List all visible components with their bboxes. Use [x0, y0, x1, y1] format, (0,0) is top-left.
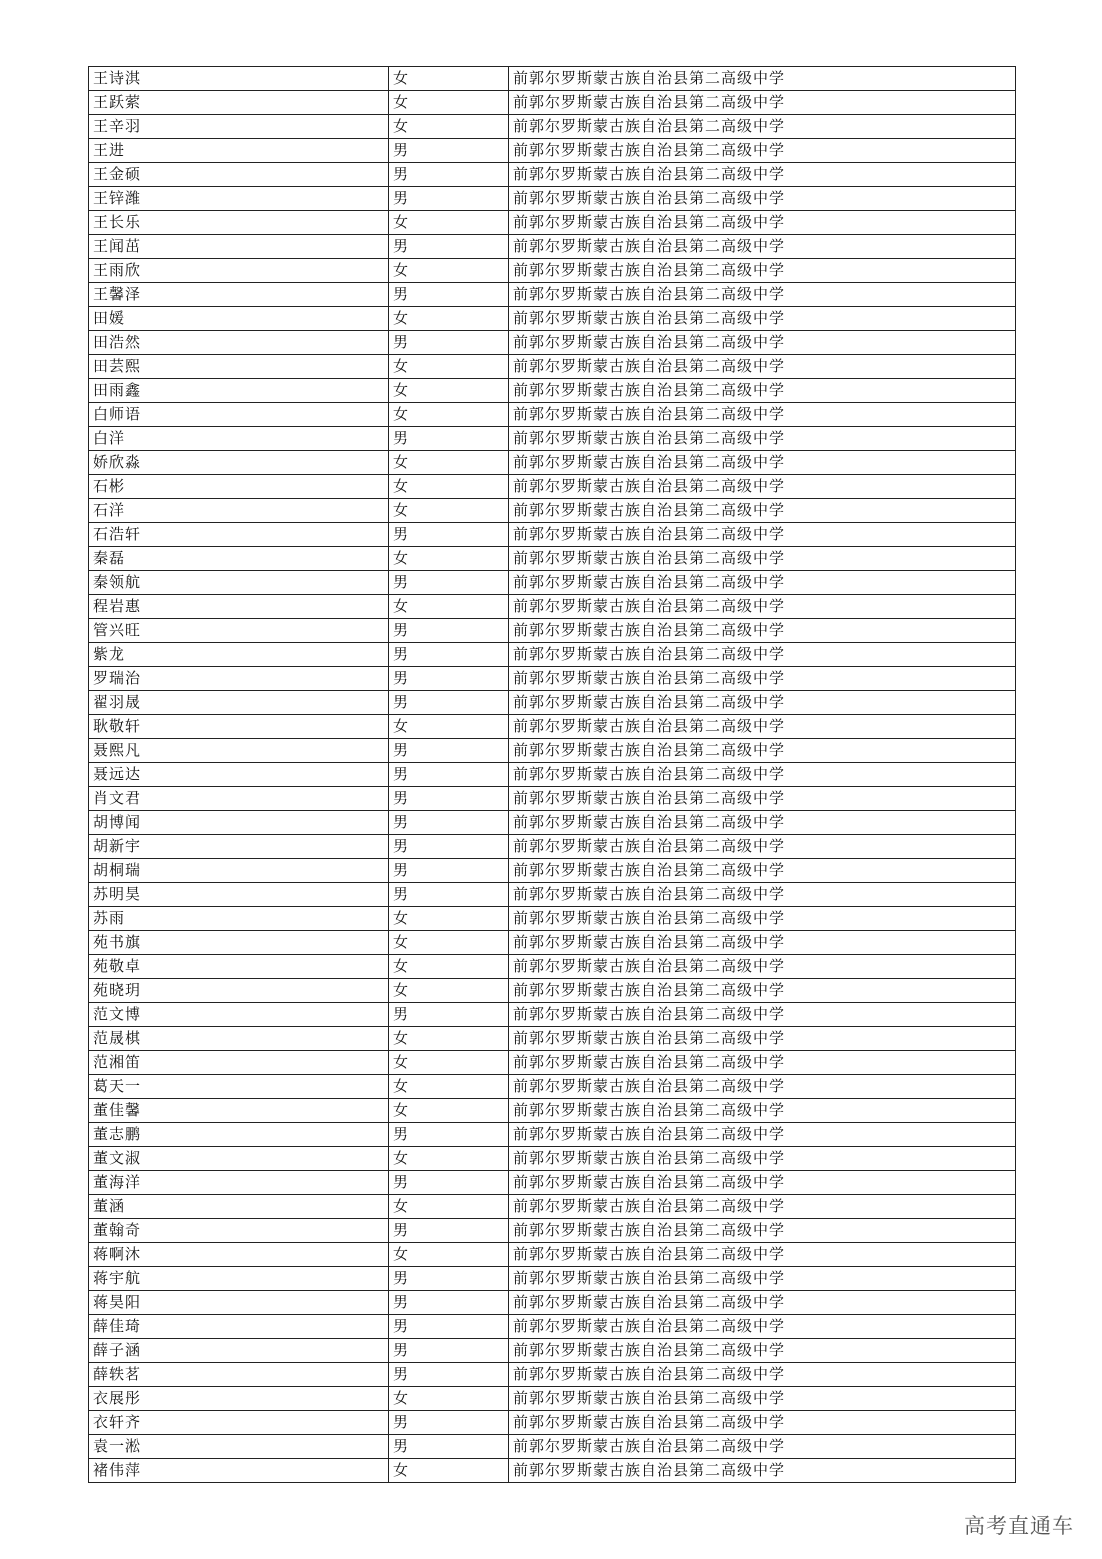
school-cell: 前郭尔罗斯蒙古族自治县第二高级中学 [509, 571, 1016, 595]
name-cell: 石浩轩 [89, 523, 389, 547]
gender-cell: 女 [389, 955, 509, 979]
gender-cell: 男 [389, 1003, 509, 1027]
table-row [89, 163, 1016, 187]
name-cell: 耿敬轩 [89, 715, 389, 739]
school-cell: 前郭尔罗斯蒙古族自治县第二高级中学 [509, 1291, 1016, 1315]
school-cell: 前郭尔罗斯蒙古族自治县第二高级中学 [509, 1339, 1016, 1363]
table-row [89, 547, 1016, 571]
gender-cell: 女 [389, 115, 509, 139]
table-row [89, 211, 1016, 235]
school-cell: 前郭尔罗斯蒙古族自治县第二高级中学 [509, 811, 1016, 835]
table-row [89, 1339, 1016, 1363]
school-cell: 前郭尔罗斯蒙古族自治县第二高级中学 [509, 1003, 1016, 1027]
school-cell: 前郭尔罗斯蒙古族自治县第二高级中学 [509, 859, 1016, 883]
name-cell: 翟羽晟 [89, 691, 389, 715]
table-row [89, 1291, 1016, 1315]
gender-cell: 男 [389, 859, 509, 883]
table-row [89, 619, 1016, 643]
gender-cell: 男 [389, 1363, 509, 1387]
school-cell: 前郭尔罗斯蒙古族自治县第二高级中学 [509, 1435, 1016, 1459]
table-row [89, 979, 1016, 1003]
name-cell: 王诗淇 [89, 67, 389, 91]
name-cell: 白师语 [89, 403, 389, 427]
table-row [89, 187, 1016, 211]
name-cell: 薛子涵 [89, 1339, 389, 1363]
name-cell: 衣展彤 [89, 1387, 389, 1411]
gender-cell: 女 [389, 1075, 509, 1099]
name-cell: 聂熙凡 [89, 739, 389, 763]
gender-cell: 女 [389, 979, 509, 1003]
name-cell: 苑敬卓 [89, 955, 389, 979]
school-cell: 前郭尔罗斯蒙古族自治县第二高级中学 [509, 1099, 1016, 1123]
gender-cell: 女 [389, 1099, 509, 1123]
table-row [89, 835, 1016, 859]
school-cell: 前郭尔罗斯蒙古族自治县第二高级中学 [509, 1411, 1016, 1435]
table-row [89, 1315, 1016, 1339]
school-cell: 前郭尔罗斯蒙古族自治县第二高级中学 [509, 1459, 1016, 1483]
school-cell: 前郭尔罗斯蒙古族自治县第二高级中学 [509, 379, 1016, 403]
student-roster-table [88, 66, 1016, 1483]
gender-cell: 女 [389, 379, 509, 403]
name-cell: 王锌潍 [89, 187, 389, 211]
gender-cell: 女 [389, 1147, 509, 1171]
name-cell: 董文淑 [89, 1147, 389, 1171]
name-cell: 董志鹏 [89, 1123, 389, 1147]
table-row [89, 1435, 1016, 1459]
name-cell: 袁一淞 [89, 1435, 389, 1459]
table-row [89, 499, 1016, 523]
gender-cell: 男 [389, 427, 509, 451]
table-row [89, 1123, 1016, 1147]
name-cell: 苑书旗 [89, 931, 389, 955]
name-cell: 董翰奇 [89, 1219, 389, 1243]
gender-cell: 男 [389, 235, 509, 259]
name-cell: 娇欣淼 [89, 451, 389, 475]
school-cell: 前郭尔罗斯蒙古族自治县第二高级中学 [509, 595, 1016, 619]
name-cell: 秦磊 [89, 547, 389, 571]
school-cell: 前郭尔罗斯蒙古族自治县第二高级中学 [509, 187, 1016, 211]
name-cell: 紫龙 [89, 643, 389, 667]
school-cell: 前郭尔罗斯蒙古族自治县第二高级中学 [509, 691, 1016, 715]
table-row [89, 307, 1016, 331]
name-cell: 蒋昊阳 [89, 1291, 389, 1315]
school-cell: 前郭尔罗斯蒙古族自治县第二高级中学 [509, 259, 1016, 283]
table-row [89, 1147, 1016, 1171]
gender-cell: 男 [389, 1267, 509, 1291]
table-row [89, 235, 1016, 259]
name-cell: 王金硕 [89, 163, 389, 187]
gender-cell: 男 [389, 1339, 509, 1363]
name-cell: 衣轩齐 [89, 1411, 389, 1435]
school-cell: 前郭尔罗斯蒙古族自治县第二高级中学 [509, 643, 1016, 667]
table-row [89, 1459, 1016, 1483]
school-cell: 前郭尔罗斯蒙古族自治县第二高级中学 [509, 427, 1016, 451]
gender-cell: 男 [389, 523, 509, 547]
gender-cell: 男 [389, 739, 509, 763]
school-cell: 前郭尔罗斯蒙古族自治县第二高级中学 [509, 475, 1016, 499]
school-cell: 前郭尔罗斯蒙古族自治县第二高级中学 [509, 667, 1016, 691]
table-row [89, 739, 1016, 763]
name-cell: 范湘笛 [89, 1051, 389, 1075]
gender-cell: 女 [389, 355, 509, 379]
school-cell: 前郭尔罗斯蒙古族自治县第二高级中学 [509, 835, 1016, 859]
gender-cell: 女 [389, 1027, 509, 1051]
name-cell: 苏明昊 [89, 883, 389, 907]
table-row [89, 1243, 1016, 1267]
name-cell: 苏雨 [89, 907, 389, 931]
name-cell: 石洋 [89, 499, 389, 523]
school-cell: 前郭尔罗斯蒙古族自治县第二高级中学 [509, 1267, 1016, 1291]
table-row [89, 403, 1016, 427]
name-cell: 范文博 [89, 1003, 389, 1027]
school-cell: 前郭尔罗斯蒙古族自治县第二高级中学 [509, 115, 1016, 139]
name-cell: 程岩惠 [89, 595, 389, 619]
gender-cell: 男 [389, 835, 509, 859]
table-row [89, 91, 1016, 115]
school-cell: 前郭尔罗斯蒙古族自治县第二高级中学 [509, 283, 1016, 307]
name-cell: 董涵 [89, 1195, 389, 1219]
table-row [89, 283, 1016, 307]
gender-cell: 男 [389, 811, 509, 835]
gender-cell: 女 [389, 907, 509, 931]
gender-cell: 女 [389, 595, 509, 619]
name-cell: 董佳馨 [89, 1099, 389, 1123]
name-cell: 肖文君 [89, 787, 389, 811]
gender-cell: 男 [389, 1123, 509, 1147]
school-cell: 前郭尔罗斯蒙古族自治县第二高级中学 [509, 883, 1016, 907]
table-row [89, 907, 1016, 931]
school-cell: 前郭尔罗斯蒙古族自治县第二高级中学 [509, 619, 1016, 643]
name-cell: 罗瑞治 [89, 667, 389, 691]
gender-cell: 女 [389, 211, 509, 235]
table-row [89, 859, 1016, 883]
gender-cell: 男 [389, 619, 509, 643]
table-row [89, 571, 1016, 595]
table-row [89, 523, 1016, 547]
table-row [89, 595, 1016, 619]
school-cell: 前郭尔罗斯蒙古族自治县第二高级中学 [509, 907, 1016, 931]
table-row [89, 1195, 1016, 1219]
table-row [89, 475, 1016, 499]
table-row [89, 955, 1016, 979]
name-cell: 管兴旺 [89, 619, 389, 643]
gender-cell: 男 [389, 1171, 509, 1195]
name-cell: 田媛 [89, 307, 389, 331]
school-cell: 前郭尔罗斯蒙古族自治县第二高级中学 [509, 715, 1016, 739]
table-row [89, 1099, 1016, 1123]
name-cell: 薛轶茗 [89, 1363, 389, 1387]
table-row [89, 139, 1016, 163]
gender-cell: 男 [389, 883, 509, 907]
name-cell: 胡博闻 [89, 811, 389, 835]
school-cell: 前郭尔罗斯蒙古族自治县第二高级中学 [509, 91, 1016, 115]
school-cell: 前郭尔罗斯蒙古族自治县第二高级中学 [509, 67, 1016, 91]
table-row [89, 1387, 1016, 1411]
table-row [89, 259, 1016, 283]
gender-cell: 女 [389, 475, 509, 499]
school-cell: 前郭尔罗斯蒙古族自治县第二高级中学 [509, 499, 1016, 523]
school-cell: 前郭尔罗斯蒙古族自治县第二高级中学 [509, 523, 1016, 547]
gender-cell: 男 [389, 1291, 509, 1315]
gender-cell: 男 [389, 691, 509, 715]
gender-cell: 男 [389, 139, 509, 163]
table-row [89, 1051, 1016, 1075]
gender-cell: 男 [389, 1219, 509, 1243]
school-cell: 前郭尔罗斯蒙古族自治县第二高级中学 [509, 1123, 1016, 1147]
name-cell: 王馨泽 [89, 283, 389, 307]
name-cell: 田雨鑫 [89, 379, 389, 403]
gender-cell: 女 [389, 931, 509, 955]
school-cell: 前郭尔罗斯蒙古族自治县第二高级中学 [509, 1315, 1016, 1339]
school-cell: 前郭尔罗斯蒙古族自治县第二高级中学 [509, 979, 1016, 1003]
gender-cell: 女 [389, 1195, 509, 1219]
table-row [89, 1219, 1016, 1243]
name-cell: 董海洋 [89, 1171, 389, 1195]
table-row [89, 715, 1016, 739]
school-cell: 前郭尔罗斯蒙古族自治县第二高级中学 [509, 1387, 1016, 1411]
gender-cell: 女 [389, 715, 509, 739]
gender-cell: 女 [389, 403, 509, 427]
table-row [89, 883, 1016, 907]
watermark-text: 高考直通车 [964, 1514, 1074, 1538]
table-row [89, 931, 1016, 955]
gender-cell: 男 [389, 163, 509, 187]
gender-cell: 女 [389, 547, 509, 571]
table-row [89, 355, 1016, 379]
gender-cell: 男 [389, 667, 509, 691]
name-cell: 白洋 [89, 427, 389, 451]
school-cell: 前郭尔罗斯蒙古族自治县第二高级中学 [509, 1027, 1016, 1051]
name-cell: 蒋宇航 [89, 1267, 389, 1291]
name-cell: 胡新宇 [89, 835, 389, 859]
table-row [89, 691, 1016, 715]
table-row [89, 787, 1016, 811]
name-cell: 王进 [89, 139, 389, 163]
name-cell: 苑晓玥 [89, 979, 389, 1003]
table-row [89, 115, 1016, 139]
gender-cell: 女 [389, 499, 509, 523]
name-cell: 石彬 [89, 475, 389, 499]
table-row [89, 1003, 1016, 1027]
gender-cell: 男 [389, 643, 509, 667]
name-cell: 葛天一 [89, 1075, 389, 1099]
gender-cell: 男 [389, 787, 509, 811]
school-cell: 前郭尔罗斯蒙古族自治县第二高级中学 [509, 739, 1016, 763]
gender-cell: 男 [389, 187, 509, 211]
gender-cell: 男 [389, 1435, 509, 1459]
school-cell: 前郭尔罗斯蒙古族自治县第二高级中学 [509, 955, 1016, 979]
name-cell: 王长乐 [89, 211, 389, 235]
table-row [89, 451, 1016, 475]
table-row [89, 667, 1016, 691]
table-row [89, 811, 1016, 835]
table-row [89, 1363, 1016, 1387]
gender-cell: 女 [389, 67, 509, 91]
table-row [89, 67, 1016, 91]
name-cell: 薛佳琦 [89, 1315, 389, 1339]
name-cell: 田芸熙 [89, 355, 389, 379]
school-cell: 前郭尔罗斯蒙古族自治县第二高级中学 [509, 451, 1016, 475]
gender-cell: 女 [389, 259, 509, 283]
school-cell: 前郭尔罗斯蒙古族自治县第二高级中学 [509, 547, 1016, 571]
gender-cell: 男 [389, 1411, 509, 1435]
roster-body [89, 67, 1016, 1483]
gender-cell: 男 [389, 763, 509, 787]
school-cell: 前郭尔罗斯蒙古族自治县第二高级中学 [509, 403, 1016, 427]
gender-cell: 男 [389, 331, 509, 355]
school-cell: 前郭尔罗斯蒙古族自治县第二高级中学 [509, 211, 1016, 235]
name-cell: 蒋啊沐 [89, 1243, 389, 1267]
school-cell: 前郭尔罗斯蒙古族自治县第二高级中学 [509, 1075, 1016, 1099]
table-row [89, 427, 1016, 451]
school-cell: 前郭尔罗斯蒙古族自治县第二高级中学 [509, 1147, 1016, 1171]
school-cell: 前郭尔罗斯蒙古族自治县第二高级中学 [509, 1195, 1016, 1219]
school-cell: 前郭尔罗斯蒙古族自治县第二高级中学 [509, 763, 1016, 787]
school-cell: 前郭尔罗斯蒙古族自治县第二高级中学 [509, 355, 1016, 379]
gender-cell: 男 [389, 1315, 509, 1339]
school-cell: 前郭尔罗斯蒙古族自治县第二高级中学 [509, 331, 1016, 355]
table-row [89, 763, 1016, 787]
name-cell: 田浩然 [89, 331, 389, 355]
table-row [89, 1171, 1016, 1195]
name-cell: 褚伟萍 [89, 1459, 389, 1483]
table-row [89, 1075, 1016, 1099]
name-cell: 王跃萦 [89, 91, 389, 115]
name-cell: 王闻茁 [89, 235, 389, 259]
gender-cell: 女 [389, 1051, 509, 1075]
table-row [89, 379, 1016, 403]
table-row [89, 1267, 1016, 1291]
school-cell: 前郭尔罗斯蒙古族自治县第二高级中学 [509, 787, 1016, 811]
table-row [89, 331, 1016, 355]
name-cell: 范晟棋 [89, 1027, 389, 1051]
school-cell: 前郭尔罗斯蒙古族自治县第二高级中学 [509, 139, 1016, 163]
gender-cell: 女 [389, 1459, 509, 1483]
school-cell: 前郭尔罗斯蒙古族自治县第二高级中学 [509, 163, 1016, 187]
gender-cell: 女 [389, 91, 509, 115]
gender-cell: 女 [389, 1387, 509, 1411]
gender-cell: 女 [389, 307, 509, 331]
school-cell: 前郭尔罗斯蒙古族自治县第二高级中学 [509, 1051, 1016, 1075]
table-row [89, 643, 1016, 667]
school-cell: 前郭尔罗斯蒙古族自治县第二高级中学 [509, 1219, 1016, 1243]
school-cell: 前郭尔罗斯蒙古族自治县第二高级中学 [509, 1363, 1016, 1387]
school-cell: 前郭尔罗斯蒙古族自治县第二高级中学 [509, 307, 1016, 331]
name-cell: 聂远达 [89, 763, 389, 787]
school-cell: 前郭尔罗斯蒙古族自治县第二高级中学 [509, 1243, 1016, 1267]
school-cell: 前郭尔罗斯蒙古族自治县第二高级中学 [509, 931, 1016, 955]
name-cell: 秦领航 [89, 571, 389, 595]
gender-cell: 男 [389, 283, 509, 307]
name-cell: 王雨欣 [89, 259, 389, 283]
school-cell: 前郭尔罗斯蒙古族自治县第二高级中学 [509, 235, 1016, 259]
gender-cell: 女 [389, 451, 509, 475]
table-row [89, 1411, 1016, 1435]
name-cell: 王辛羽 [89, 115, 389, 139]
table-row [89, 1027, 1016, 1051]
gender-cell: 女 [389, 1243, 509, 1267]
name-cell: 胡桐瑞 [89, 859, 389, 883]
school-cell: 前郭尔罗斯蒙古族自治县第二高级中学 [509, 1171, 1016, 1195]
gender-cell: 男 [389, 571, 509, 595]
